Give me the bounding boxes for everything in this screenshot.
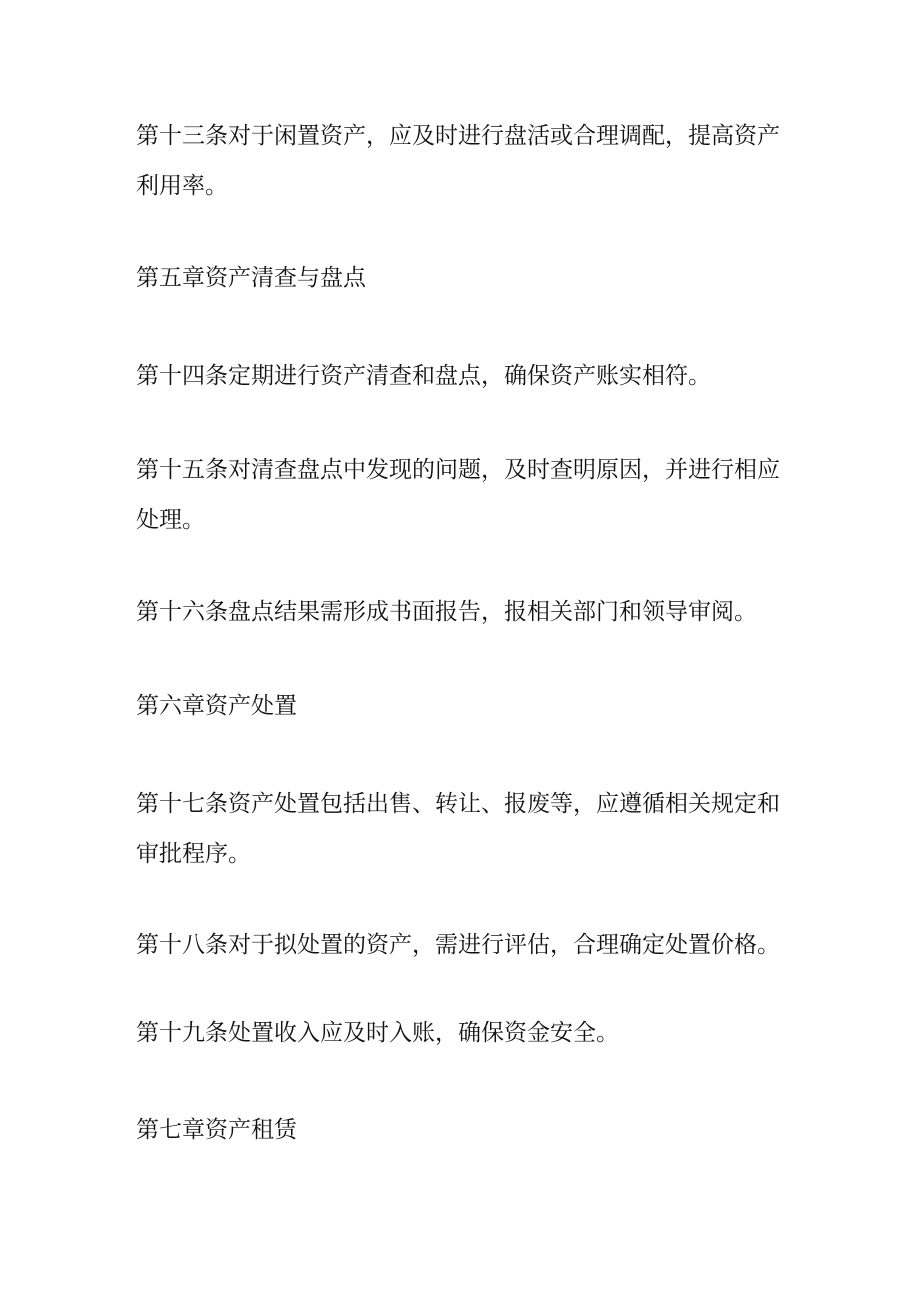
article-13: 第十三条对于闲置资产，应及时进行盘活或合理调配，提高资产利用率。 <box>136 123 780 199</box>
article-15: 第十五条对清查盘点中发现的问题，及时查明原因，并进行相应处理。 <box>136 457 780 533</box>
chapter-6-heading: 第六章资产处置 <box>136 693 297 719</box>
article-18: 第十八条对于拟处置的资产，需进行评估，合理确定处置价格。 <box>136 932 780 958</box>
article-14: 第十四条定期进行资产清查和盘点，确保资产账实相符。 <box>136 363 711 389</box>
chapter-5-heading: 第五章资产清查与盘点 <box>136 265 366 291</box>
article-16: 第十六条盘点结果需形成书面报告，报相关部门和领导审阅。 <box>136 599 757 625</box>
chapter-7-heading: 第七章资产租赁 <box>136 1117 297 1143</box>
article-17: 第十七条资产处置包括出售、转让、报废等，应遵循相关规定和审批程序。 <box>136 791 780 867</box>
article-19: 第十九条处置收入应及时入账，确保资金安全。 <box>136 1020 619 1046</box>
